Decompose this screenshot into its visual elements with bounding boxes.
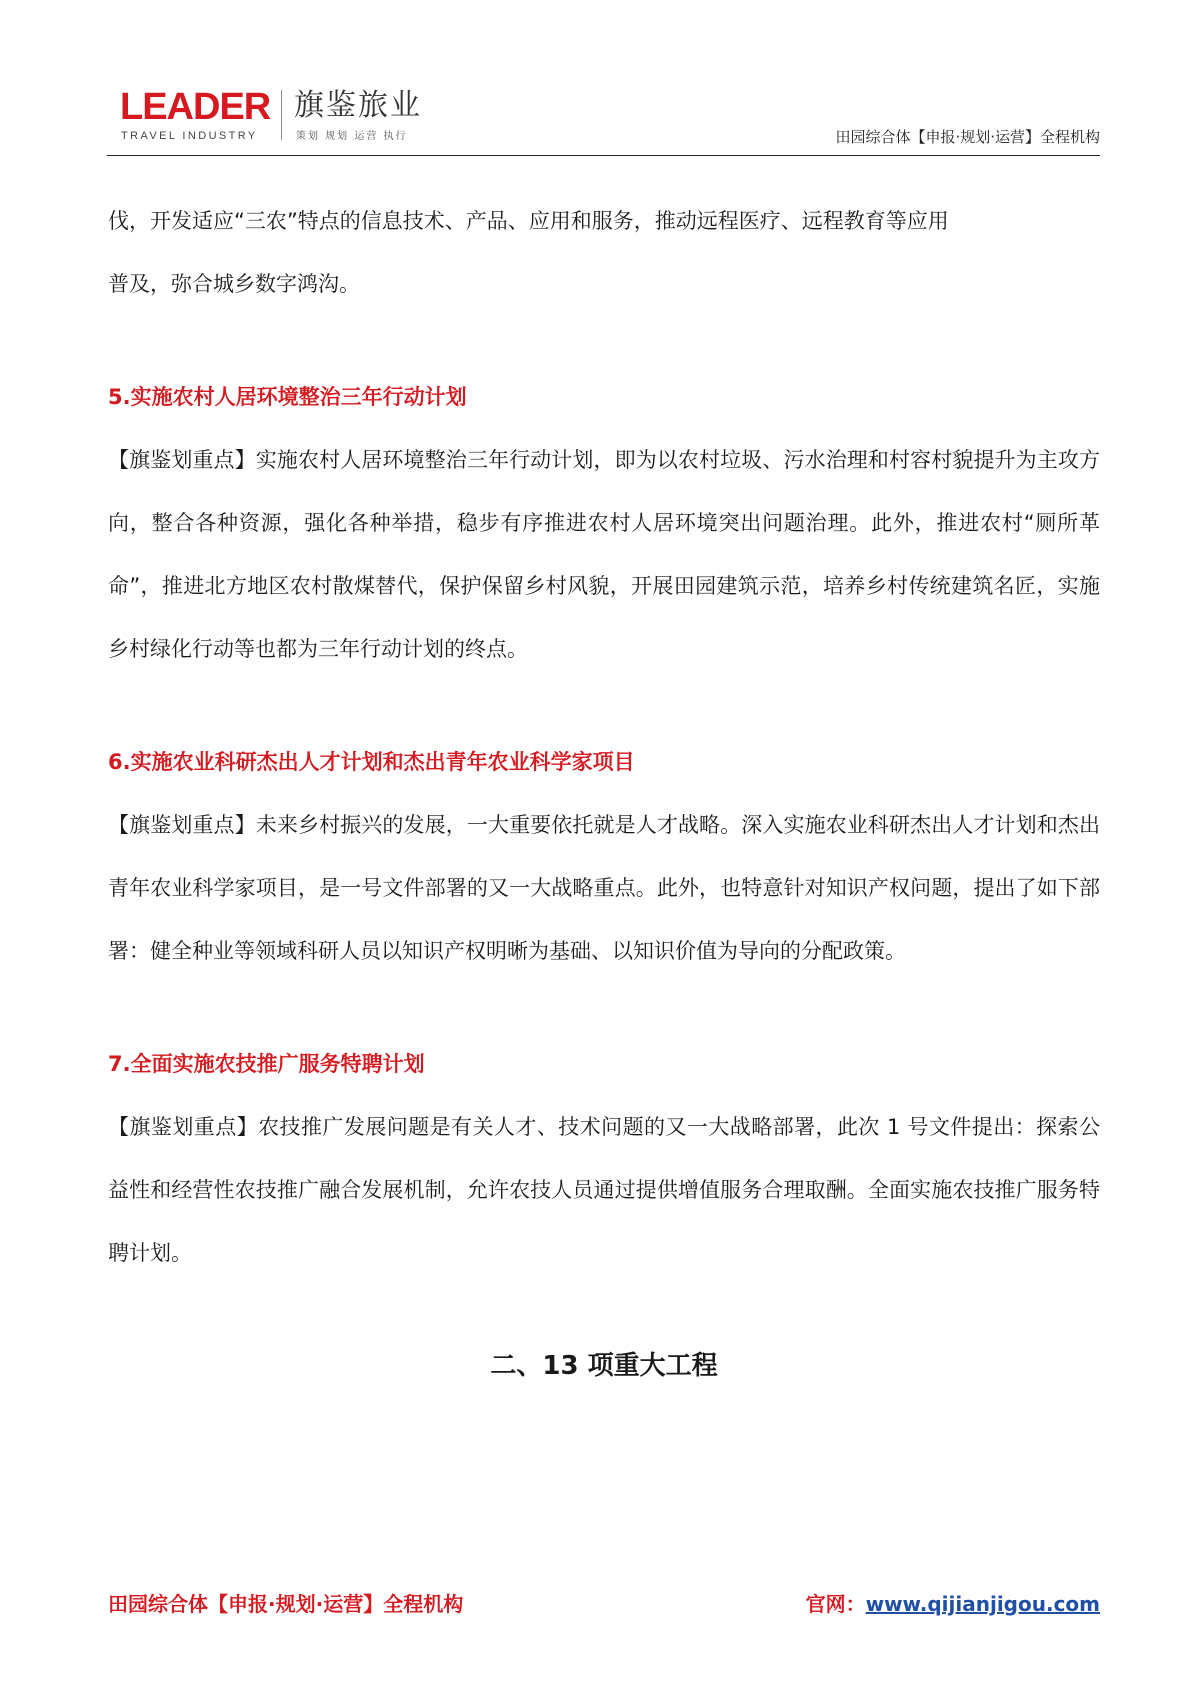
section-title: 5.实施农村人居环境整治三年行动计划 bbox=[108, 385, 467, 409]
logo-wordmark: LEADER bbox=[120, 86, 271, 128]
section-gap bbox=[108, 681, 1100, 731]
header-tagline: 田园综合体【申报·规划·运营】全程机构 bbox=[835, 128, 1100, 146]
section-gap bbox=[108, 983, 1100, 1033]
section-gap bbox=[108, 1285, 1100, 1335]
section-body: 【旗鉴划重点】未来乡村振兴的发展，一大重要依托就是人才战略。深入实施农业科研杰出人才计划和杰出青年农业科学家项目，是一号文件部署的又一大战略重点。此外，也特意针对知识产权问题，提出了如下部署：健全种业等领域科研人员以知识产权明晰为基础、以知识价值为导向的分配政策。 bbox=[108, 813, 1100, 963]
page-footer bbox=[108, 1588, 1100, 1618]
chapter-heading: 二、13 项重大工程 bbox=[490, 1351, 718, 1381]
section-body: 【旗鉴划重点】实施农村人居环境整治三年行动计划，即为以农村垃圾、污水治理和村容村貌提升为主攻方向，整合各种资源，强化各种举措，稳步有序推进农村人居环境突出问题治理。此外，推进农村“厕所革命”，推进北方地区农村散煤替代，保护保留乡村风貌，开展田园建筑示范，培养乡村传统建筑名匠，实施乡村绿化行动等也都为三年行动计划的终点。 bbox=[108, 448, 1100, 661]
page-header bbox=[107, 84, 1100, 156]
footer-tagline: 田园综合体【申报·规划·运营】全程机构 bbox=[108, 1592, 464, 1616]
section-title: 7.全面实施农技推广服务特聘计划 bbox=[108, 1052, 425, 1076]
section-gap bbox=[108, 316, 1100, 366]
document-body bbox=[108, 190, 1100, 1398]
intro-line: 普及，弥合城乡数字鸿沟。 bbox=[108, 272, 360, 296]
logo-divider bbox=[281, 90, 282, 140]
section-title: 6.实施农业科研杰出人才计划和杰出青年农业科学家项目 bbox=[108, 750, 635, 774]
footer-website bbox=[806, 1588, 1100, 1617]
section-body: 【旗鉴划重点】农技推广发展问题是有关人才、技术问题的又一大战略部署，此次 1 号文件提出：探索公益性和经营性农技推广融合发展机制，允许农技人员通过提供增值服务合理取酬。全面实施农技推广服务特聘计划。 bbox=[108, 1115, 1100, 1265]
website-link[interactable]: www.qijianjigou.com bbox=[865, 1592, 1100, 1616]
logo-chinese-subtitle: 策划 规划 运营 执行 bbox=[296, 131, 408, 142]
website-label: 官网： bbox=[805, 1592, 866, 1616]
logo-chinese-name: 旗鉴旅业 bbox=[294, 88, 422, 123]
leader-logo bbox=[120, 88, 450, 148]
logo-subtitle: TRAVEL INDUSTRY bbox=[121, 130, 258, 142]
intro-line: 伐，开发适应“三农”特点的信息技术、产品、应用和服务，推动远程医疗、远程教育等应用 bbox=[108, 209, 949, 233]
